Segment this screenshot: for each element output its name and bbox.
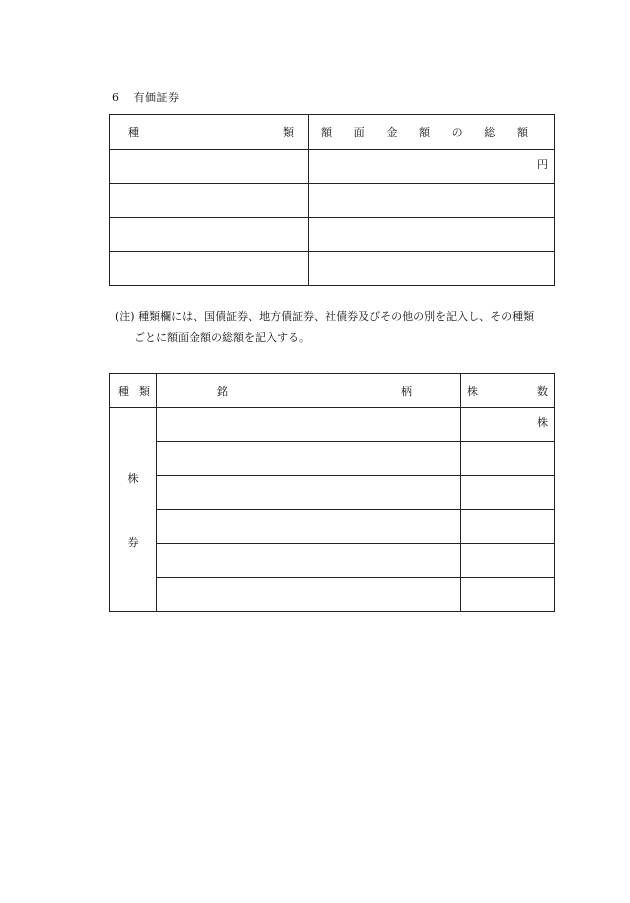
brand-cell[interactable]	[157, 408, 461, 442]
amount-cell[interactable]	[309, 150, 555, 184]
table-row	[110, 252, 555, 286]
brand-cell[interactable]	[157, 476, 461, 510]
header-face-value-total: 額 面 金 額 の 総 額	[309, 115, 555, 150]
table-row	[110, 544, 555, 578]
table-row	[110, 578, 555, 612]
table-header-row	[110, 115, 555, 150]
section-number: 6	[112, 91, 120, 104]
shares-cell[interactable]	[461, 510, 555, 544]
amount-cell[interactable]	[309, 218, 555, 252]
kind-cell[interactable]	[110, 150, 309, 184]
kind-cell[interactable]	[110, 218, 309, 252]
note-line-1: (注) 種類欄には、国債証券、地方債証券、社債券及びその他の別を記入し、その種類	[115, 310, 535, 323]
shares-cell[interactable]	[461, 544, 555, 578]
amount-cell[interactable]	[309, 184, 555, 218]
table-row	[110, 510, 555, 544]
shares-cell[interactable]	[461, 442, 555, 476]
table-row	[110, 442, 555, 476]
header-kind: 種 類	[110, 374, 157, 408]
yen-unit: 円	[537, 158, 548, 171]
table-row	[110, 218, 555, 252]
header-kind: 種 類	[110, 115, 309, 150]
table-row	[110, 150, 555, 184]
stock-kind-cell: 株 券	[110, 408, 157, 612]
table-row	[110, 476, 555, 510]
section-title: 有価証券	[133, 91, 180, 104]
header-brand: 銘 柄	[157, 374, 461, 408]
table-row	[110, 184, 555, 218]
kind-cell[interactable]	[110, 252, 309, 286]
note	[115, 306, 575, 348]
stock-table	[109, 373, 555, 612]
brand-cell[interactable]	[157, 544, 461, 578]
kind-cell[interactable]	[110, 184, 309, 218]
amount-cell[interactable]	[309, 252, 555, 286]
brand-cell[interactable]	[157, 442, 461, 476]
shares-unit: 株	[537, 416, 548, 429]
table-header-row	[110, 374, 555, 408]
note-line-2: ごとに額面金額の総額を記入する。	[134, 331, 310, 344]
section-heading	[112, 89, 180, 105]
table-row	[110, 408, 555, 442]
shares-cell[interactable]	[461, 408, 555, 442]
brand-cell[interactable]	[157, 510, 461, 544]
shares-cell[interactable]	[461, 476, 555, 510]
securities-table	[109, 114, 555, 286]
header-shares: 株 数	[461, 374, 555, 408]
brand-cell[interactable]	[157, 578, 461, 612]
shares-cell[interactable]	[461, 578, 555, 612]
